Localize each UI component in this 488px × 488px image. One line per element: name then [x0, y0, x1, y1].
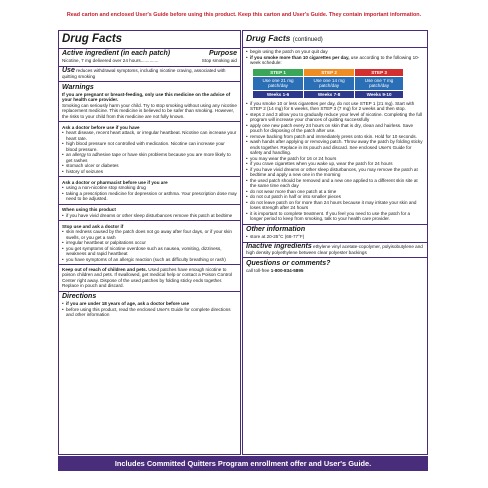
phone-number: 1-800-834-5895 — [270, 267, 304, 273]
warnings-section — [59, 82, 240, 122]
drug-facts-left-panel — [58, 30, 241, 455]
stop-use-section — [59, 221, 240, 265]
use-text: reduces withdrawal symptoms, including nicotine craving, associated with quitting smoking — [62, 68, 226, 79]
purpose-text: Stop smoking aid — [201, 58, 237, 63]
list-item: • if you have vivid dreams or other sleep disturbances remove this patch at bedtime — [62, 213, 237, 219]
step-2-weeks: Weeks 7-8 — [304, 90, 355, 98]
list-item: • stomach ulcer or diabetes — [62, 163, 237, 169]
list-item: • apply one new patch every 24 hours on skin that is dry, clean and hairless. Save pouch for disposing of the patch after use. — [246, 123, 424, 134]
list-item: • an allergy to adhesive tape or have skin problems because you are more likely to get rashes — [62, 152, 237, 163]
drug-facts-title-section — [59, 31, 240, 49]
ask-pharmacist-heading: Ask a doctor or pharmacist before use if you are — [62, 179, 168, 185]
list-item: • do not wear more than one patch at a time — [246, 189, 424, 195]
list-item: • if you crave cigarettes when you wake up, wear the patch for 24 hours — [246, 161, 424, 167]
list-item: • if you smoke 10 or less cigarettes per day, do not use STEP 1 (21 mg). Start with STEP 2 (14 mg) for 6 weeks, then STEP 3 (7 mg) for 2 weeks and then stop. — [246, 101, 424, 112]
other-information-heading: Other information — [246, 226, 306, 233]
list-item: • before using this product, read the enclosed User's Guide for complete directions and other information — [62, 307, 237, 318]
directions-list — [246, 101, 424, 222]
keep-out-section — [59, 265, 240, 292]
other-information-section — [243, 225, 427, 243]
directions-section — [59, 292, 240, 320]
list-item: • you may wear the patch for 16 or 24 hours — [246, 156, 424, 162]
questions-heading: Questions or comments? — [246, 259, 331, 267]
step-3-label: STEP 3 — [355, 68, 404, 76]
active-ingredient-section — [59, 49, 240, 67]
ask-doctor-heading: Ask a doctor before use if you have — [62, 124, 140, 130]
active-ingredient-text: Nicotine, 7 mg delivered over 24 hours.............. — [62, 58, 159, 63]
ask-pharmacist-section — [59, 177, 240, 205]
list-item: • do not leave patch on for more than 24 hours because it may irritate your skin and loses strength after 24 hours — [246, 200, 424, 211]
list-item: • high blood pressure not controlled with medication. Nicotine can increase your blood pressure. — [62, 141, 237, 152]
warnings-heading: Warnings — [62, 83, 94, 91]
step-1-dose: Use one 21 mg patch/day — [253, 76, 304, 90]
list-item: • history of seizures — [62, 169, 237, 175]
step-3-dose: Use one 7 mg patch/day — [355, 76, 404, 90]
questions-section — [243, 258, 427, 275]
dosing-schedule-table — [252, 68, 404, 99]
step-1-label: STEP 1 — [253, 68, 304, 76]
step-1-weeks: Weeks 1-6 — [253, 90, 304, 98]
stop-use-heading: Stop use and ask a doctor if — [62, 223, 124, 229]
list-item: • begin using the patch on your quit day — [246, 49, 424, 55]
list-item: • taking a prescription medicine for depression or asthma. Your prescription dose may need to be adjusted. — [62, 191, 237, 202]
list-item: • you get symptoms of nicotine overdose such as nausea, vomiting, dizziness, weakness and rapid heartbeat — [62, 246, 237, 257]
step-2-dose: Use one 14 mg patch/day — [304, 76, 355, 90]
list-item: • wash hands after applying or removing patch. Throw away the patch by folding sticky ends together. Replace in its pouch and discard. See enclosed User's Guide for safety and handling. — [246, 139, 424, 156]
list-item: • if you have vivid dreams or other sleep disturbances, you may remove the patch at bedtime and apply a new one in the morning — [246, 167, 424, 178]
directions-heading: Directions — [62, 293, 97, 301]
continued-label: (continued) — [292, 36, 323, 43]
list-item: • store at 20-25°C (68-77°F) — [246, 234, 424, 240]
list-item: • you have symptoms of an allergic reaction (such as difficulty breathing or rash) — [62, 257, 237, 263]
list-item: • do not cut patch in half or into smaller pieces — [246, 194, 424, 200]
list-item: • if you smoke more than 10 cigarettes per day, use according to the following 10-week schedule: — [246, 55, 424, 66]
list-item: • heart disease, recent heart attack, or irregular heartbeat. Nicotine can increase your heart rate. — [62, 130, 237, 141]
drug-facts-title: Drug Facts — [62, 32, 123, 45]
pregnancy-warning: If you are pregnant or breast-feeding, only use this medicine on the advice of your health care provider. — [62, 91, 231, 102]
list-item: • using a non-nicotine stop smoking drug — [62, 185, 237, 191]
list-item: • remove backing from patch and immediately press onto skin. Hold for 10 seconds. — [246, 134, 424, 140]
ask-doctor-section — [59, 122, 240, 177]
keep-out-heading: Keep out of reach of children and pets. — [62, 266, 147, 272]
top-warning-text: Read carton and enclosed User's Guide before using this product. Keep this carton and User's Guide. They contain important information. — [66, 12, 422, 18]
drug-facts-title-continued: Drug Facts — [246, 32, 291, 43]
list-item: • irregular heartbeat or palpitations occur — [62, 240, 237, 246]
pregnancy-warning-text: Smoking can seriously harm your child. Try to stop smoking without using any nicotine replacement medicine. This medicine is believed to be safer than smoking. However, the risks to your child from this medicine are not fully known. — [62, 102, 237, 119]
use-section — [59, 67, 240, 83]
when-using-section — [59, 205, 240, 222]
active-ingredient-heading: Active ingredient (in each patch) — [62, 50, 171, 57]
questions-text: call toll-free — [246, 267, 271, 273]
list-item: • the used patch should be removed and a new one applied to a different skin site at the same time each day — [246, 178, 424, 189]
inactive-ingredients-section — [243, 243, 427, 259]
use-heading: Use — [62, 67, 75, 74]
drug-facts-continued-title-section — [243, 31, 427, 48]
list-item: • if you are under 18 years of age, ask a doctor before use — [62, 301, 237, 307]
list-item: • steps 2 and 3 allow you to gradually reduce your level of nicotine. Completing the full program will increase your chances of quitting successfully — [246, 112, 424, 123]
keep-out-text: Used patches have enough nicotine to poison children and pets. If swallowed, get medical help or contact a Poison Control Center right away. Dispose of the used patches by folding sticky ends together. Replace in pouch and discard. — [62, 266, 233, 289]
when-using-heading: When using this product — [62, 207, 116, 213]
step-2-label: STEP 2 — [304, 68, 355, 76]
purpose-heading: Purpose — [208, 50, 237, 57]
inactive-ingredients-heading: Inactive ingredients — [246, 243, 312, 250]
inactive-ingredients-text: ethylene vinyl acetate-copolymer, polyisobutylene and high density polyethylene between clear polyester backings — [246, 244, 423, 255]
step-3-weeks: Weeks 9-10 — [355, 90, 404, 98]
list-item: • skin redness caused by the patch does not go away after four days, or if your skin swells, or you get a rash — [62, 229, 237, 240]
bottom-banner: Includes Committed Quitters Program enrollment offer and User's Guide. — [58, 456, 428, 471]
drug-facts-right-panel — [242, 30, 428, 455]
list-item: • it is important to complete treatment. If you feel you need to use the patch for a longer period to keep from smoking, talk to your health care provider. — [246, 211, 424, 222]
directions-continued-section — [243, 48, 427, 225]
